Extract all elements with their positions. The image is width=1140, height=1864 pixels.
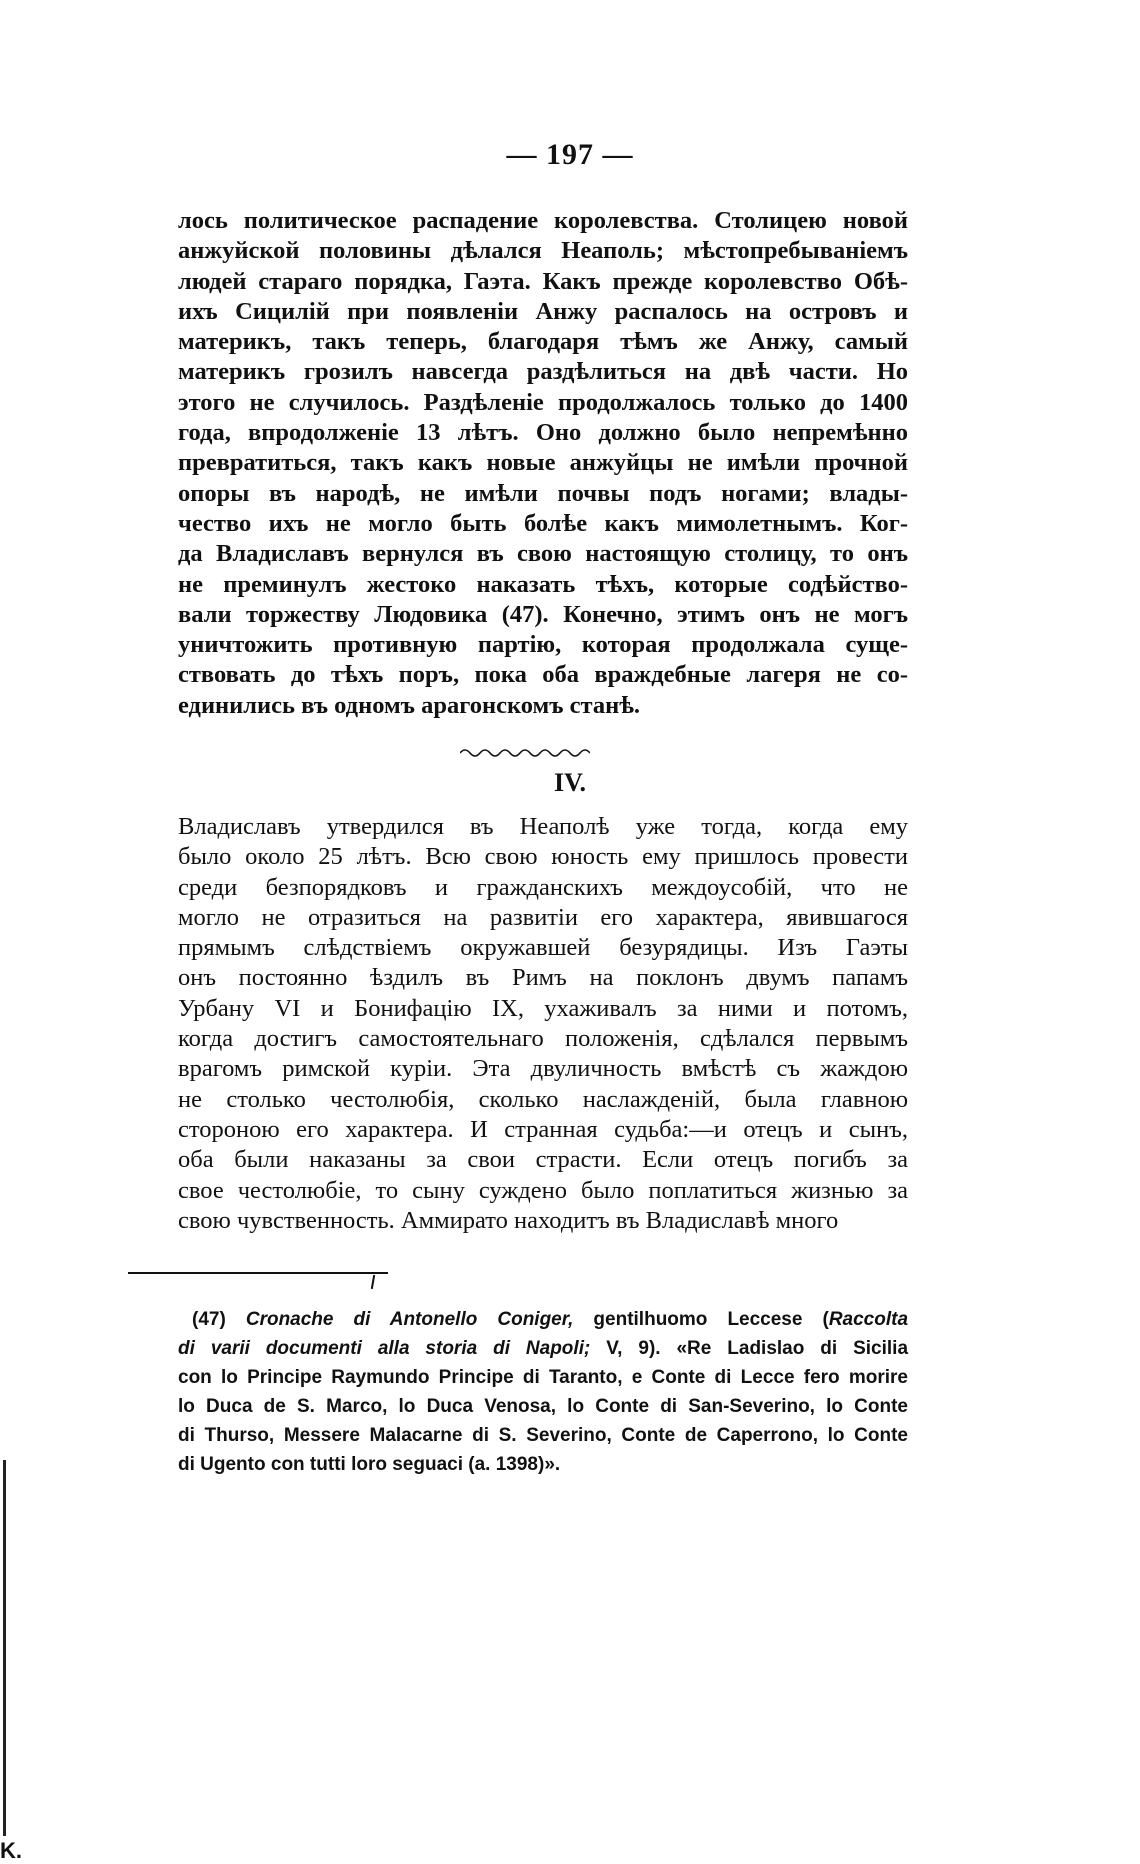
text-line: ствовать до тѣхъ поръ, пока оба враждебные лагеря не со-: [178, 661, 908, 689]
text-line: [178, 812, 908, 842]
text-line: оба были наказаны за свои страсти. Если отецъ погибъ за: [178, 1146, 908, 1174]
wavy-divider: [460, 746, 590, 760]
corner-mark: K.: [0, 1838, 22, 1863]
footnote-line: di Ugento con tutti loro seguaci (a. 1398)».: [178, 1454, 561, 1475]
main-paragraph: [178, 812, 908, 1236]
footnote-line: con lo Principe Raymundo Principe di Taranto, e Conte di Lecce fero morire: [178, 1367, 908, 1388]
text-line: уничтожить противную партію, которая продолжала суще-: [178, 631, 908, 659]
text-line: вали торжеству Людовика (47). Конечно, этимъ онъ не могъ: [178, 600, 908, 628]
text-line: не преминулъ жестоко наказать тѣхъ, которые содѣйство-: [178, 570, 908, 598]
text-line: этого не случилось. Раздѣленіе продолжалось только до 1400: [178, 388, 908, 416]
text-line: прямымъ слѣдствіемъ окружавшей безурядицы. Изъ Гаэты: [178, 934, 908, 962]
text-line: могло не отразиться на развитіи его характера, явившагося: [178, 903, 908, 931]
text-line: когда достигъ самостоятельнаго положенія, сдѣлался первымъ: [178, 1025, 908, 1053]
footnote-line: [178, 1305, 908, 1334]
footnote-text: V, 9). «Re Ladislao di Sicilia: [606, 1338, 909, 1359]
text-line: людей стараго порядка, Гаэта. Какъ прежде королевство Обѣ-: [178, 267, 908, 295]
text-line: да Владиславъ вернулся въ свою настоящую столицу, то онъ: [178, 540, 908, 568]
text-line: опоры въ народѣ, не имѣли почвы подъ ногами; влады-: [178, 479, 908, 507]
footnote-collection: Raccolta: [828, 1309, 909, 1330]
text-line: стороною его характера. И странная судьба:—и отецъ и сынъ,: [178, 1115, 908, 1143]
text-line: не столько честолюбія, сколько наслажденій, была главною: [178, 1085, 908, 1113]
page-number: — 197 —: [506, 138, 634, 171]
footnote-text: gentilhuomo Leccese (: [593, 1309, 829, 1330]
footnote: [178, 1305, 908, 1479]
text-line-content: Владиславъ утвердился въ Неаполѣ уже тогда, когда ему: [178, 813, 908, 840]
text-line: превратиться, такъ какъ новые анжуйцы не имѣли прочной: [178, 449, 908, 477]
footnote-line: [178, 1334, 908, 1363]
footnote-line: di Thurso, Messere Malacarne di S. Severino, Conte de Caperrono, lo Conte: [178, 1425, 908, 1446]
text-line: анжуйской половины дѣлался Неаполь; мѣстопребываніемъ: [178, 237, 908, 265]
top-paragraph: [178, 206, 908, 721]
footnote-rule-tick: [371, 1275, 375, 1289]
text-line: врагомъ римской куріи. Эта двуличность вмѣстѣ съ жаждою: [178, 1055, 908, 1083]
text-line: лось политическое распадение королевства. Столицею новой: [178, 207, 908, 234]
text-line: года, впродолженіе 13 лѣтъ. Оно должно было непремѣнно: [178, 419, 908, 447]
footnote-collection-title: di varii documenti alla storia di Napoli;: [178, 1338, 591, 1359]
footnote-work-title: Cronache di Antonello Coniger,: [245, 1309, 574, 1330]
text-line: свое честолюбіе, то сыну суждено было поплатиться жизнью за: [178, 1176, 908, 1204]
text-line: среди безпорядковъ и гражданскихъ междоусобій, что не: [178, 873, 908, 901]
footnote-rule: [128, 1272, 388, 1274]
text-line: материкъ, такъ теперь, благодаря тѣмъ же Анжу, самый: [178, 328, 908, 356]
text-line: чество ихъ не могло быть болѣе какъ мимолетнымъ. Ког-: [178, 509, 908, 537]
text-line: свою чувственность. Аммирато находитъ въ Владиславѣ много: [178, 1206, 839, 1234]
text-line: онъ постоянно ѣздилъ въ Римъ на поклонъ двумъ папамъ: [178, 964, 908, 992]
section-heading: IV.: [553, 768, 587, 797]
text-line: единились въ одномъ арагонскомъ станѣ.: [178, 691, 641, 719]
text-line: материкъ грозилъ навсегда раздѣлиться на двѣ части. Но: [178, 358, 908, 386]
footnote-line: lo Duca de S. Marco, lo Duca Venosa, lo Conte di San-Severino, lo Conte: [178, 1396, 908, 1417]
text-line: ихъ Сицилій при появленіи Анжу распалось на островъ и: [178, 297, 908, 325]
text-line: Урбану VI и Бонифацію IX, ухаживалъ за ними и потомъ,: [178, 994, 908, 1022]
scan-margin-line: [3, 1460, 6, 1836]
footnote-marker: (47): [192, 1309, 226, 1330]
text-line: было около 25 лѣтъ. Всю свою юность ему пришлось провести: [178, 843, 908, 871]
